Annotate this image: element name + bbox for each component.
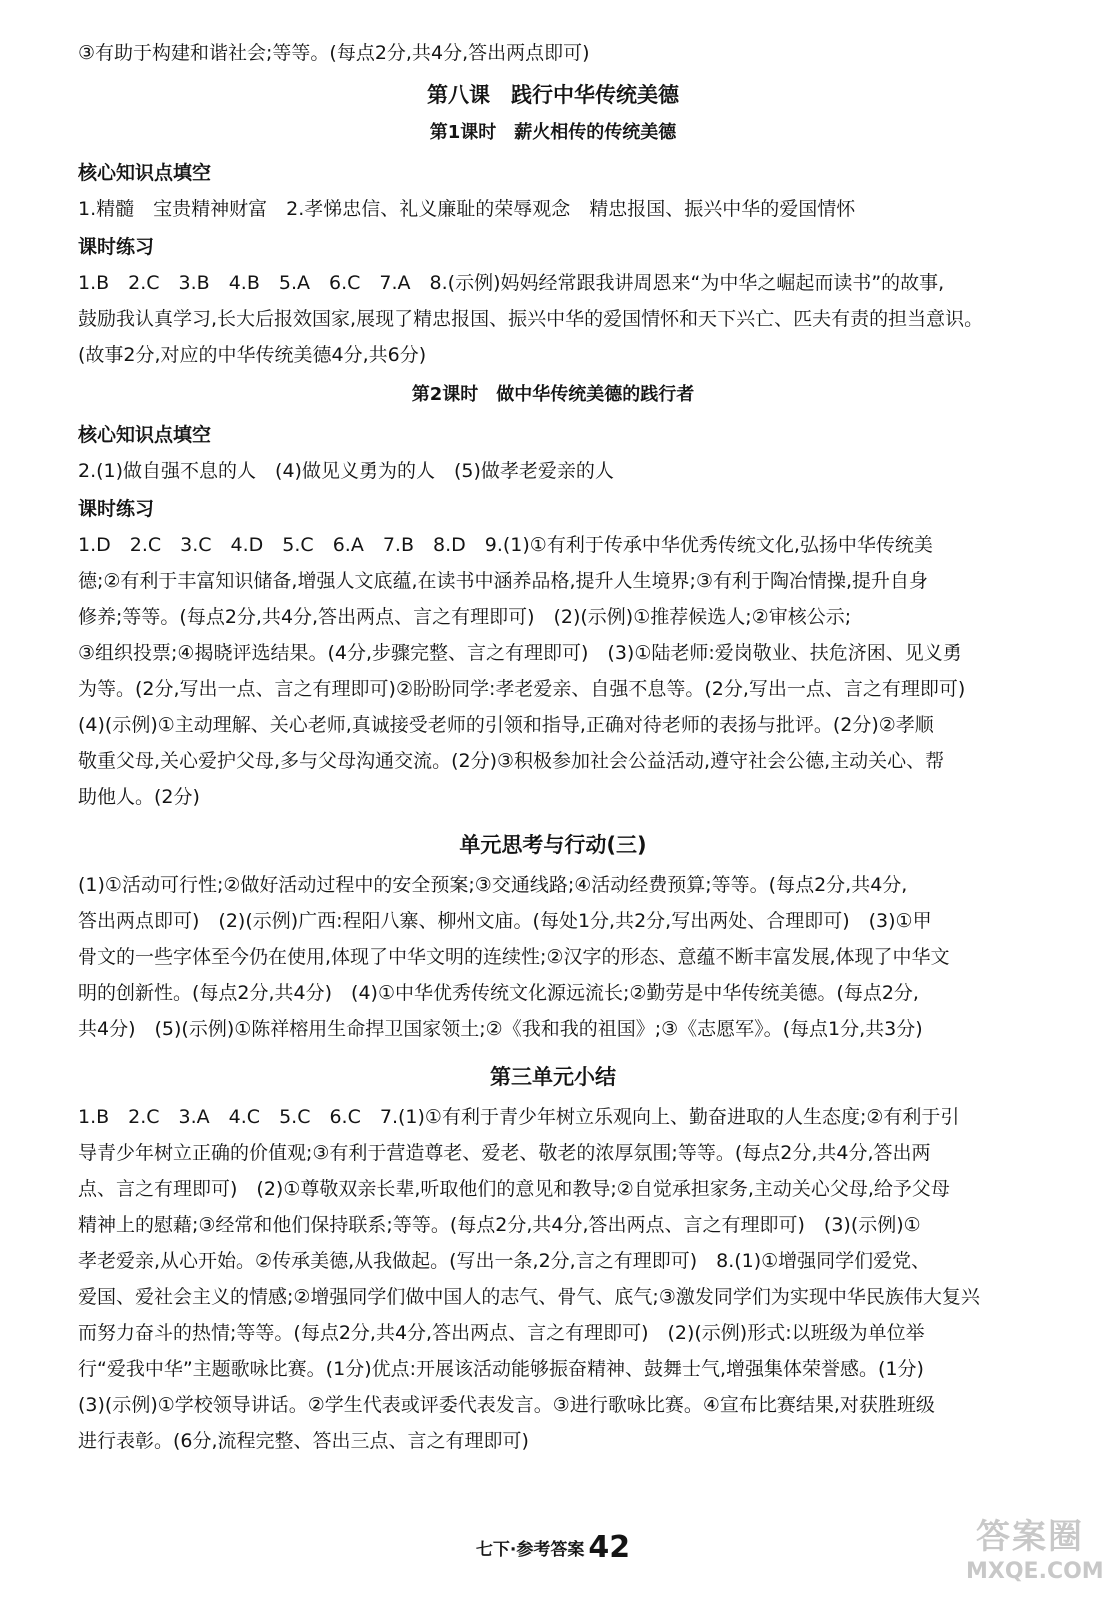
period2-core-label: 核心知识点填空 [78, 424, 212, 446]
period2-practice-line: 敬重父母,关心爱护父母,多与父母沟通交流。(2分)③积极参加社会公益活动,遵守社会公德,主动关心、帮 [78, 750, 945, 772]
period2-practice-line: (4)(示例)①主动理解、关心老师,真诚接受老师的引领和指导,正确对待老师的表扬与批评。(2分)②孝顺 [78, 714, 934, 736]
watermark-text: 答案圈 [976, 1517, 1084, 1557]
period2-practice-line: 1.D 2.C 3.C 4.D 5.C 6.A 7.B 8.D 9.(1)①有利于传承中华优秀传统文化,弘扬中华传统美 [78, 534, 933, 556]
period2-core-answer: 2.(1)做自强不息的人 (4)做见义勇为的人 (5)做孝老爱亲的人 [78, 460, 614, 482]
unit-summary-line: 点、言之有理即可) (2)①尊敬双亲长辈,听取他们的意见和教导;②自觉承担家务,主动关心父母,给予父母 [78, 1178, 950, 1200]
lesson8-title: 第八课 践行中华传统美德 [427, 83, 679, 107]
period1-practice-line: 鼓励我认真学习,长大后报效国家,展现了精忠报国、振兴中华的爱国情怀和天下兴亡、匹夫有责的担当意识。 [78, 308, 984, 330]
period1-core-label: 核心知识点填空 [78, 162, 212, 184]
unit-summary-line: 孝老爱亲,从心开始。②传承美德,从我做起。(写出一条,2分,言之有理即可) 8.(1)①增强同学们爱党、 [78, 1250, 931, 1272]
unit-summary-line: 进行表彰。(6分,流程完整、答出三点、言之有理即可) [78, 1430, 529, 1452]
unit-summary-line: 导青少年树立正确的价值观;③有利于营造尊老、爱老、敬老的浓厚氛围;等等。(每点2分,共4分,答出两 [78, 1142, 931, 1164]
top-line: ③有助于构建和谐社会;等等。(每点2分,共4分,答出两点即可) [78, 42, 590, 64]
period1-practice-line: 1.B 2.C 3.B 4.B 5.A 6.C 7.A 8.(示例)妈妈经常跟我讲周恩来“为中华之崛起而读书”的故事, [78, 272, 945, 294]
unit-thinking-line: 骨文的一些字体至今仍在使用,体现了中华文明的连续性;②汉字的形态、意蕴不断丰富发展,体现了中华文 [78, 946, 950, 968]
unit-thinking-line: (1)①活动可行性;②做好活动过程中的安全预案;③交通线路;④活动经费预算;等等。(每点2分,共4分, [78, 874, 908, 896]
unit-thinking-title: 单元思考与行动(三) [459, 833, 647, 857]
footer-text: 七下·参考答案 [475, 1540, 585, 1560]
period2-practice-line: 为等。(2分,写出一点、言之有理即可)②盼盼同学:孝老爱亲、自强不息等。(2分,写出一点、言之有理即可) [78, 678, 966, 700]
period2-practice-line: 助他人。(2分) [78, 786, 200, 808]
unit-summary-line: 爱国、爱社会主义的情感;②增强同学们做中国人的志气、骨气、底气;③激发同学们为实现中华民族伟大复兴 [78, 1286, 980, 1308]
unit-summary-line: 行“爱我中华”主题歌咏比赛。(1分)优点:开展该活动能够振奋精神、鼓舞士气,增强集体荣誉感。(1分) [78, 1358, 924, 1380]
period1-title: 第1课时 薪火相传的传统美德 [429, 122, 677, 143]
period1-practice-label: 课时练习 [78, 236, 155, 258]
unit-thinking-line: 共4分) (5)(示例)①陈祥榕用生命捍卫国家领土;②《我和我的祖国》;③《志愿军》。(每点1分,共3分) [78, 1018, 923, 1040]
period2-practice-label: 课时练习 [78, 498, 155, 520]
unit-thinking-line: 答出两点即可) (2)(示例)广西:程阳八寨、柳州文庙。(每处1分,共2分,写出两处、合理即可) (3)①甲 [78, 910, 932, 932]
watermark-logo [966, 1516, 1104, 1590]
page-footer [0, 1530, 1106, 1565]
period2-practice-line: 德;②有利于丰富知识储备,增强人文底蕴,在读书中涵养品格,提升人生境界;③有利于陶冶情操,提升自身 [78, 570, 929, 592]
unit-summary-title: 第三单元小结 [490, 1065, 616, 1089]
unit-summary-line: (3)(示例)①学校领导讲话。②学生代表或评委代表发言。③进行歌咏比赛。④宣布比赛结果,对获胜班级 [78, 1394, 935, 1416]
unit-summary-line: 精神上的慰藉;③经常和他们保持联系;等等。(每点2分,共4分,答出两点、言之有理即可) (3)(示例)① [78, 1214, 921, 1236]
unit-summary-line: 而努力奋斗的热情;等等。(每点2分,共4分,答出两点、言之有理即可) (2)(示例)形式:以班级为单位举 [78, 1322, 925, 1344]
period2-practice-line: 修养;等等。(每点2分,共4分,答出两点、言之有理即可) (2)(示例)①推荐候选人;②审核公示; [78, 606, 852, 628]
period1-core-answer: 1.精髓 宝贵精神财富 2.孝悌忠信、礼义廉耻的荣辱观念 精忠报国、振兴中华的爱国情怀 [78, 198, 856, 220]
watermark-url: MXQE.COM [966, 1559, 1104, 1584]
page-number: 42 [588, 1530, 631, 1565]
unit-summary-line: 1.B 2.C 3.A 4.C 5.C 6.C 7.(1)①有利于青少年树立乐观向上、勤奋进取的人生态度;②有利于引 [78, 1106, 960, 1128]
period1-practice-line: (故事2分,对应的中华传统美德4分,共6分) [78, 344, 427, 366]
period2-practice-line: ③组织投票;④揭晓评选结果。(4分,步骤完整、言之有理即可) (3)①陆老师:爱岗敬业、扶危济困、见义勇 [78, 642, 962, 664]
period2-title: 第2课时 做中华传统美德的践行者 [411, 384, 695, 405]
unit-thinking-line: 明的创新性。(每点2分,共4分) (4)①中华优秀传统文化源远流长;②勤劳是中华传统美德。(每点2分, [78, 982, 919, 1004]
